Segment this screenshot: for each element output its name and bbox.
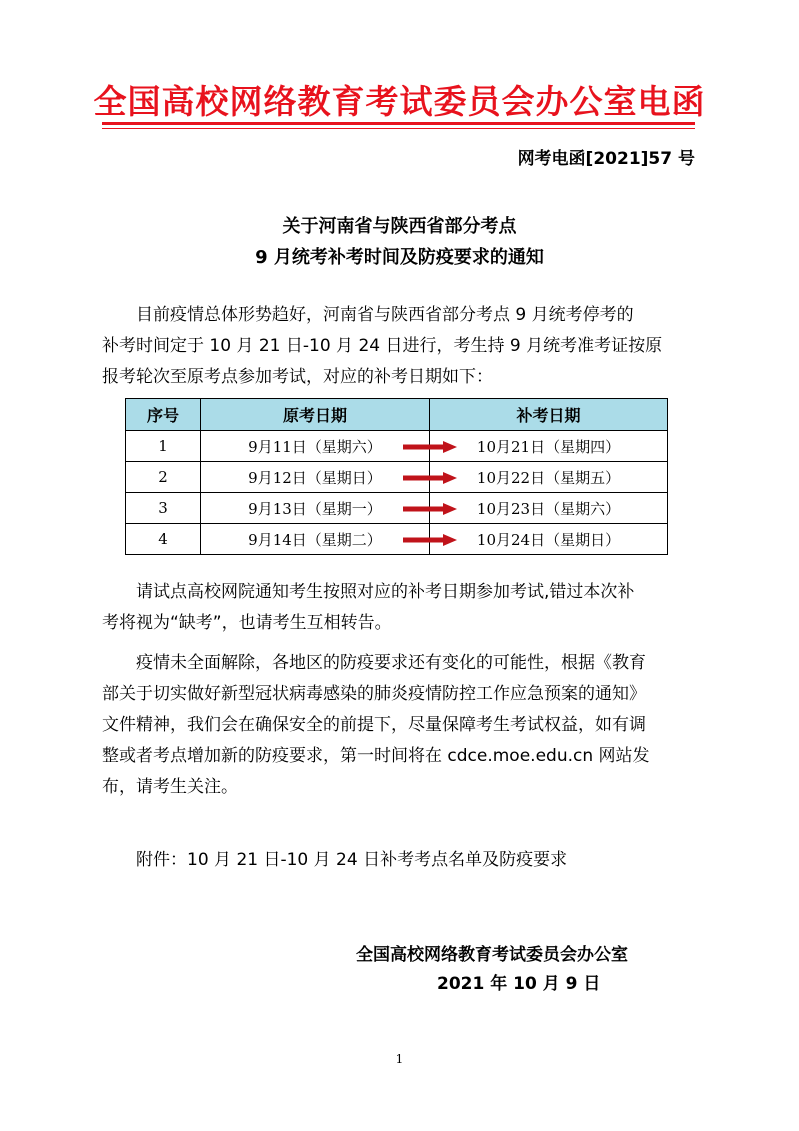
- makeup-date: 10月24日（星期日）: [430, 524, 668, 555]
- document-number: 网考电函[2021]57 号: [517, 149, 695, 169]
- epidemic-line-5: 布，请考生关注。: [102, 777, 238, 797]
- original-date: 9月11日（星期六）: [248, 437, 382, 456]
- notice-title-line-1: 关于河南省与陕西省部分考点: [282, 216, 517, 237]
- right-arrow-icon: [403, 534, 457, 546]
- original-date-cell: [201, 493, 430, 524]
- table-row: [126, 493, 668, 524]
- table-row: [126, 462, 668, 493]
- column-header-no: 序号: [126, 399, 201, 431]
- right-arrow-icon: [403, 503, 457, 515]
- reminder-line-1: 请试点高校网院通知考生按照对应的补考日期参加考试,错过本次补: [136, 582, 635, 602]
- epidemic-line-2: 部关于切实做好新型冠状病毒感染的肺炎疫情防控工作应急预案的通知》: [102, 684, 646, 704]
- table-row: [126, 431, 668, 462]
- original-date: 9月13日（星期一）: [248, 499, 382, 518]
- table-row: [126, 524, 668, 555]
- makeup-date: 10月21日（星期四）: [430, 431, 668, 462]
- original-date-cell: [201, 431, 430, 462]
- reminder-line-2: 考将视为“缺考”，也请考生互相转告。: [102, 613, 392, 633]
- epidemic-line-3: 文件精神，我们会在确保安全的前提下，尽量保障考生考试权益，如有调: [102, 715, 646, 735]
- epidemic-line-1: 疫情未全面解除，各地区的防疫要求还有变化的可能性，根据《教育: [136, 653, 646, 673]
- right-arrow-icon: [403, 472, 457, 484]
- intro-line-1: 目前疫情总体形势趋好，河南省与陕西省部分考点 9 月统考停考的: [136, 305, 634, 325]
- notice-title-line-2: 9 月统考补考时间及防疫要求的通知: [255, 247, 544, 268]
- original-date-cell: [201, 462, 430, 493]
- original-date-cell: [201, 524, 430, 555]
- column-header-makeup-date: 补考日期: [430, 399, 668, 431]
- epidemic-line-4: 整或者考点增加新的防疫要求，第一时间将在 cdce.moe.edu.cn 网站发: [102, 746, 650, 766]
- intro-paragraph: [102, 300, 695, 393]
- makeup-date: 10月23日（星期六）: [430, 493, 668, 524]
- signing-date: 2021 年 10 月 9 日: [437, 974, 601, 994]
- attachment-note: 附件：10 月 21 日-10 月 24 日补考考点名单及防疫要求: [136, 850, 568, 870]
- letterhead-rule-thick: [102, 122, 695, 125]
- intro-line-2: 补考时间定于 10 月 21 日-10 月 24 日进行，考生持 9 月统考准考证按原: [102, 336, 663, 356]
- table-header-row: [126, 399, 668, 431]
- reminder-paragraph: [102, 577, 695, 639]
- original-date: 9月14日（星期二）: [248, 530, 382, 549]
- row-number: 2: [126, 462, 201, 493]
- page-number: 1: [395, 1052, 404, 1066]
- makeup-date-table: [125, 398, 668, 555]
- row-number: 1: [126, 431, 201, 462]
- letterhead-title: 全国高校网络教育考试委员会办公室电函: [93, 82, 706, 121]
- intro-line-3: 报考轮次至原考点参加考试，对应的补考日期如下：: [102, 367, 493, 387]
- signing-organization: 全国高校网络教育考试委员会办公室: [356, 945, 628, 965]
- right-arrow-icon: [403, 441, 457, 453]
- original-date: 9月12日（星期日）: [248, 468, 382, 487]
- letterhead-rule-thin: [102, 128, 695, 129]
- makeup-date: 10月22日（星期五）: [430, 462, 668, 493]
- epidemic-paragraph: [102, 648, 695, 803]
- row-number: 3: [126, 493, 201, 524]
- row-number: 4: [126, 524, 201, 555]
- column-header-original-date: 原考日期: [201, 399, 430, 431]
